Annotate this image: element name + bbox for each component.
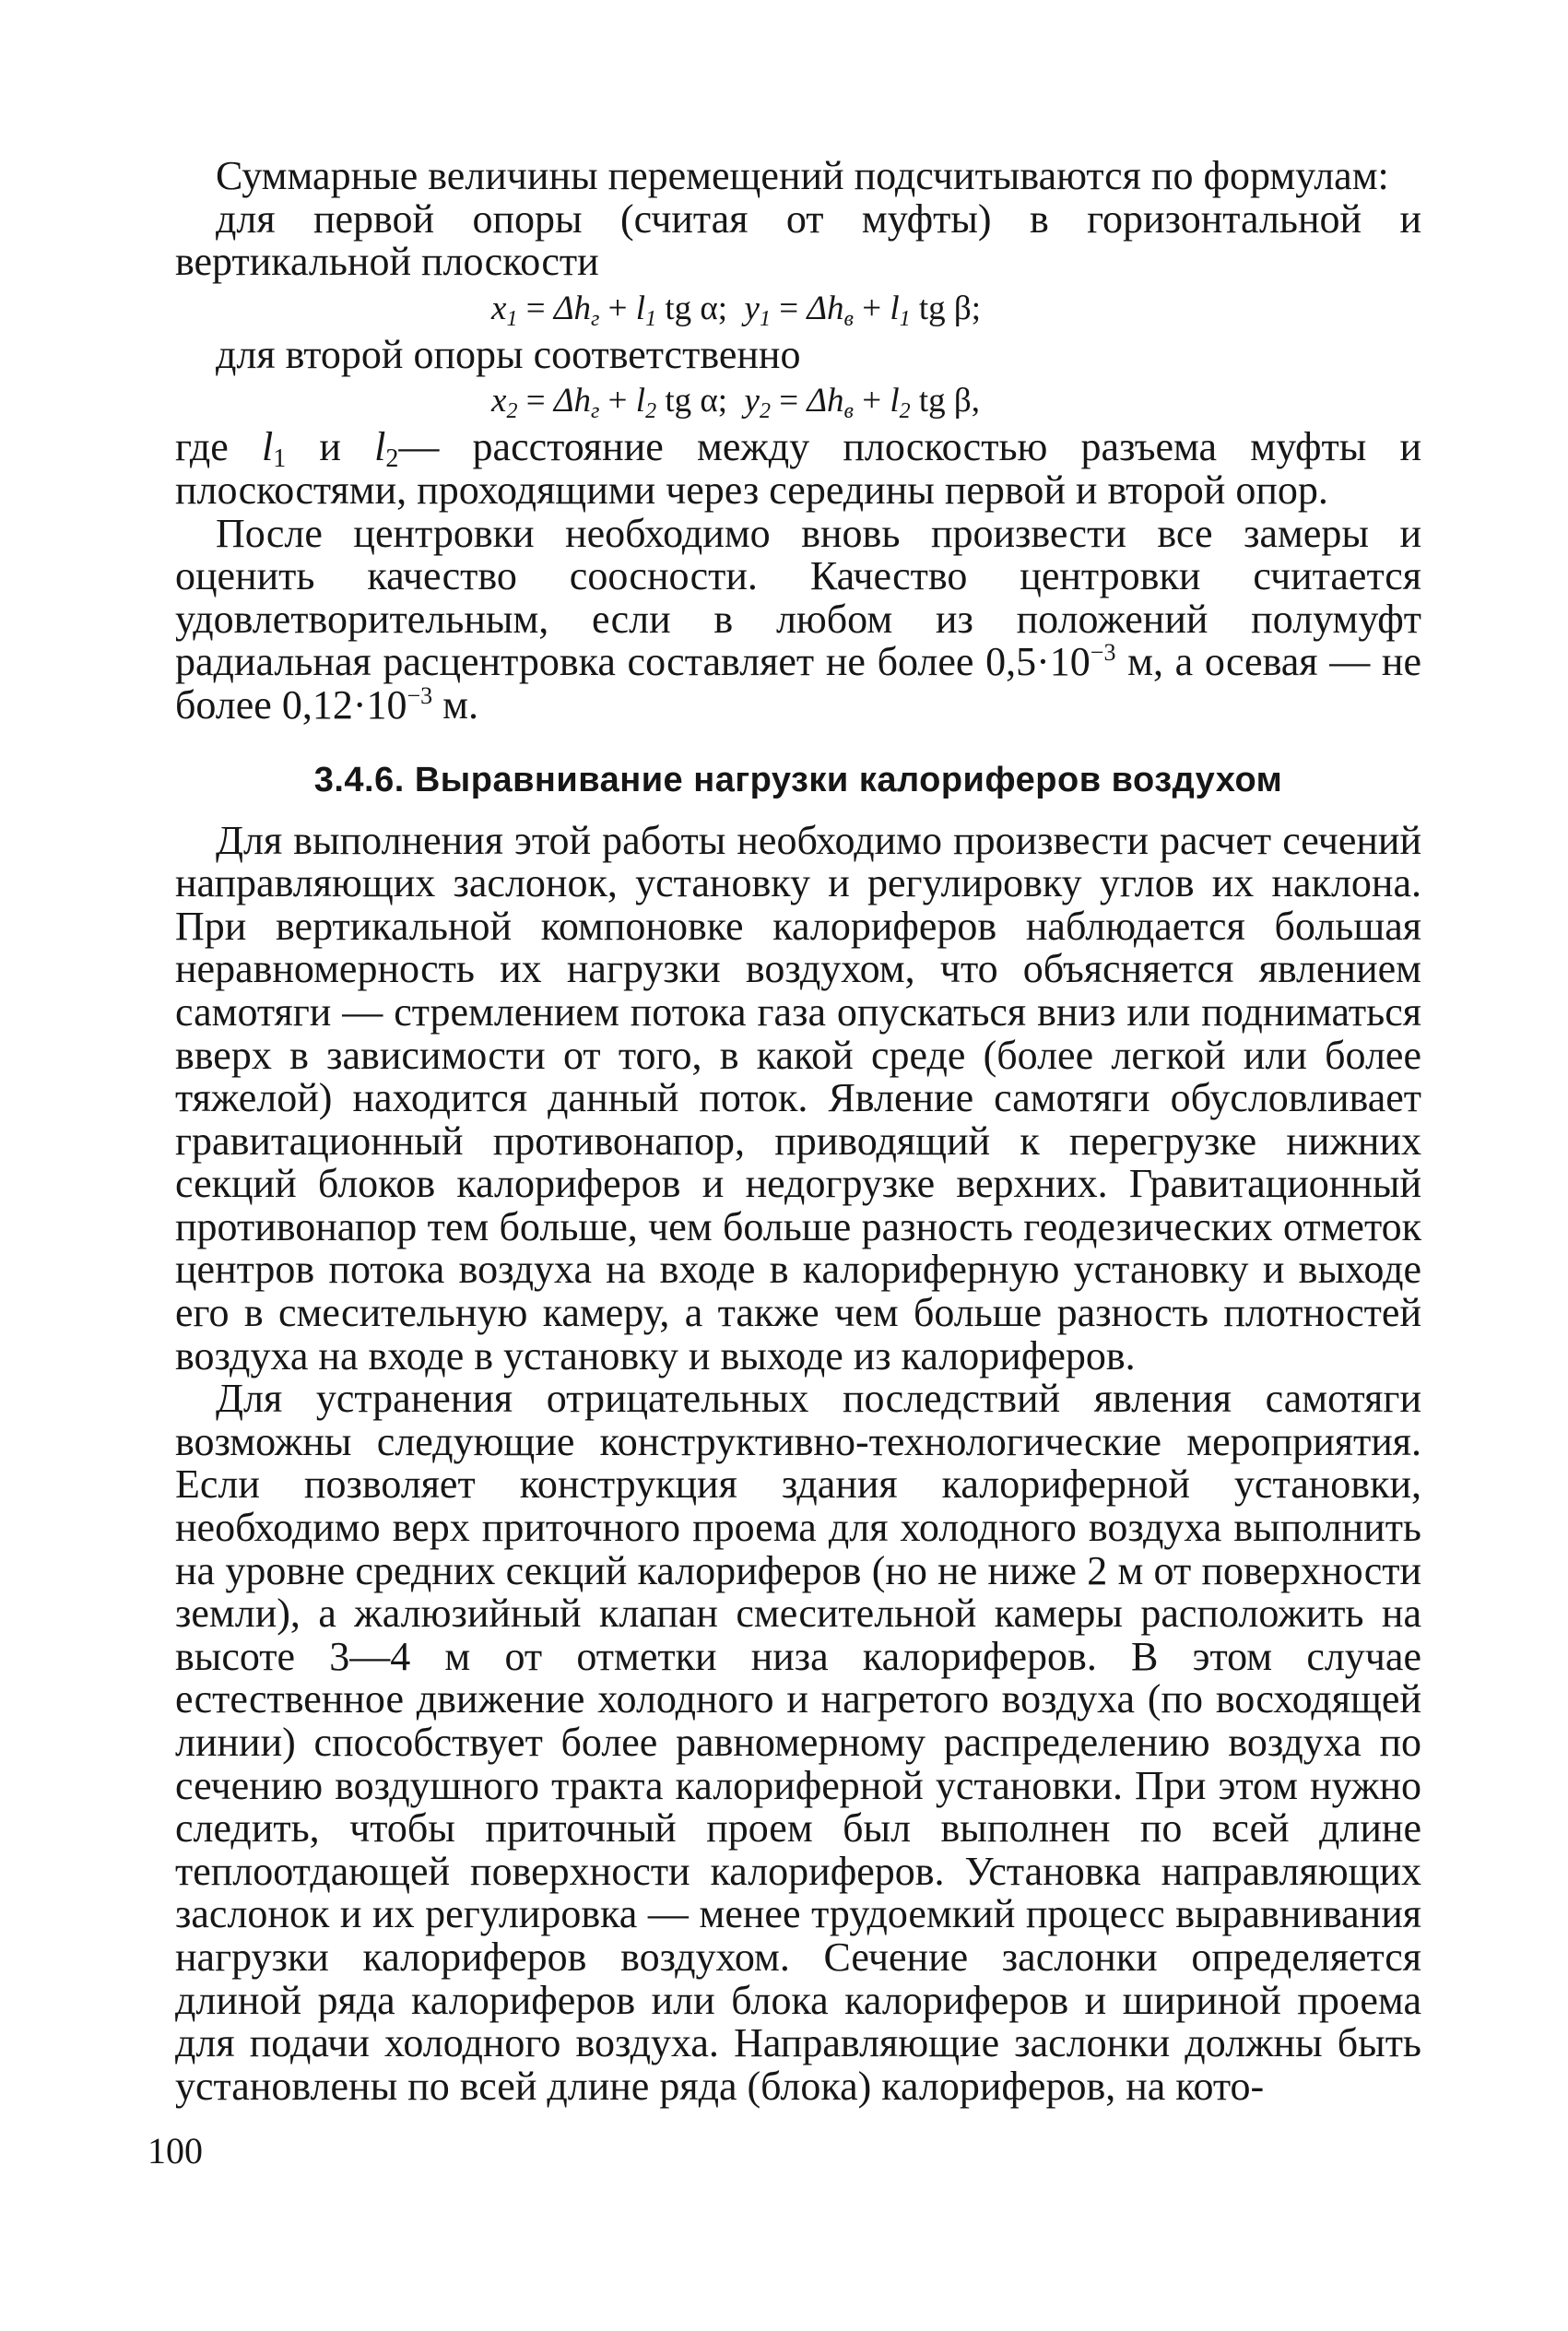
- page-number: 100: [147, 2130, 203, 2171]
- sub: г: [591, 399, 600, 424]
- tg-alpha: tg α;: [665, 289, 728, 327]
- tg-beta: tg β;: [918, 289, 982, 327]
- var-l1: l: [261, 424, 274, 470]
- var-y1: y: [744, 289, 760, 327]
- sub: 2: [385, 444, 399, 474]
- sub: г: [591, 306, 600, 331]
- equals-sign: =: [525, 289, 546, 327]
- first-support-text: для первой опоры (считая от муфты) в горизонтальной и вертикальной плоскости: [175, 195, 1421, 285]
- term-dh-v: Δh: [807, 382, 844, 420]
- var-l2: l: [635, 382, 646, 420]
- term-dh-v: Δh: [807, 289, 844, 327]
- tg-alpha: tg α;: [665, 382, 728, 420]
- second-support-text: для второй опоры соответственно: [216, 331, 801, 377]
- var-x1: x: [491, 289, 507, 327]
- var-l1: l: [890, 289, 900, 327]
- where-definition: — расстояние между плоскостью разъема муфты и плоскостями, проходящими через середины первой и второй опор.: [175, 424, 1422, 513]
- alignment-paragraph: [175, 510, 1422, 728]
- alignment-text-b: м, а осевая — не более 0,12·10: [175, 639, 1422, 728]
- sub: 2: [899, 399, 911, 424]
- sub: 1: [645, 306, 657, 331]
- where-word: где: [175, 424, 229, 470]
- sub: 1: [899, 306, 911, 331]
- equals-sign: =: [779, 382, 799, 420]
- term-dh-r: Δh: [553, 382, 592, 420]
- section-heading: 3.4.6. Выравнивание нагрузки калориферов воздухом: [313, 760, 1283, 799]
- page-body: [175, 155, 1421, 2108]
- term-dh-r: Δh: [553, 289, 592, 327]
- plus-sign: +: [607, 289, 628, 327]
- var-y2: y: [744, 382, 760, 420]
- plus-sign: +: [862, 382, 882, 420]
- sub: 1: [506, 306, 518, 331]
- sub: 1: [759, 306, 771, 331]
- alignment-text-c: м.: [432, 681, 478, 728]
- sub: 2: [645, 399, 657, 424]
- exponent: −3: [1090, 639, 1116, 667]
- paragraph-countermeasures: Для устранения отрицательных последствий явления самотяги возможны следующие конструктивно-технологические мероприятия. Если позволяет конструкция здания калориферной установки, необходимо верх приточного проема для холодного воздуха выполнить на уровне средних секций калориферов (но не ниже 2 м от поверхности земли), а жалюзийный клапан смесительной камеры расположить на высоте 3—4 м от отметки низа калориферов. В этом случае естественное движение холодного и нагретого воздуха (по восходящей линии) способствует более равномерному распределению воздуха по сечению воздушного тракта калориферной установки. При этом нужно следить, чтобы приточный проем был выполнен по всей длине теплоотдающей поверхности калориферов. Установка направляющих заслонок и их регулировка — менее трудоемкий процесс выравнивания нагрузки калориферов воздухом. Сечение заслонки определяется длиной ряда калориферов или блока калориферов и шириной проема для подачи холодного воздуха. Направляющие заслонки должны быть установлены по всей длине ряда (блока) калориферов, на кото-: [175, 1376, 1421, 2109]
- sub: 1: [273, 444, 287, 474]
- formula-second-support: [175, 380, 1421, 422]
- var-l1: l: [635, 289, 646, 327]
- sub: в: [843, 399, 854, 424]
- exponent: −3: [407, 681, 433, 709]
- var-x2: x: [491, 382, 507, 420]
- where-clause: [175, 426, 1421, 512]
- equals-sign: =: [525, 382, 546, 420]
- sub: в: [843, 306, 854, 331]
- plus-sign: +: [862, 289, 882, 327]
- sub: 2: [759, 399, 771, 424]
- intro-sentence: Суммарные величины перемещений подсчитываются по формулам:: [216, 153, 1389, 198]
- var-l2: l: [374, 424, 386, 470]
- tg-beta: tg β,: [918, 382, 980, 420]
- alignment-text-a: После центровки необходимо вновь произвести все замеры и оценить качество соосности. Качество центровки считается удовлетворительным, если в любом из положений полумуфт радиальная расцентровка составляет не более 0,5·10: [175, 510, 1421, 685]
- plus-sign: +: [607, 382, 628, 420]
- equals-sign: =: [779, 289, 799, 327]
- and-word: и: [319, 424, 341, 470]
- formula-first-support: [175, 288, 1421, 330]
- var-l2: l: [890, 382, 900, 420]
- sub: 2: [506, 399, 518, 424]
- paragraph-self-draft: Для выполнения этой работы необходимо произвести расчет сечений направляющих заслонок, установку и регулировку углов их наклона. При вертикальной компоновке калориферов наблюдается большая неравномерность их нагрузки воздухом, что объясняется явлением самотяги — стремлением потока газа опускаться вниз или подниматься вверх в зависимости от того, в какой среде (более легкой или более тяжелой) находится данный поток. Явление самотяги обусловливает гравитационный противонапор, приводящий к перегрузке нижних секций блоков калориферов и недогрузке верхних. Гравитационный противонапор тем больше, чем больше разность геодезических отметок центров потока воздуха на входе в калориферную установку и выходе его в смесительную камеру, а также чем больше разность плотностей воздуха на входе в установку и выходе из калориферов.: [175, 817, 1421, 1378]
